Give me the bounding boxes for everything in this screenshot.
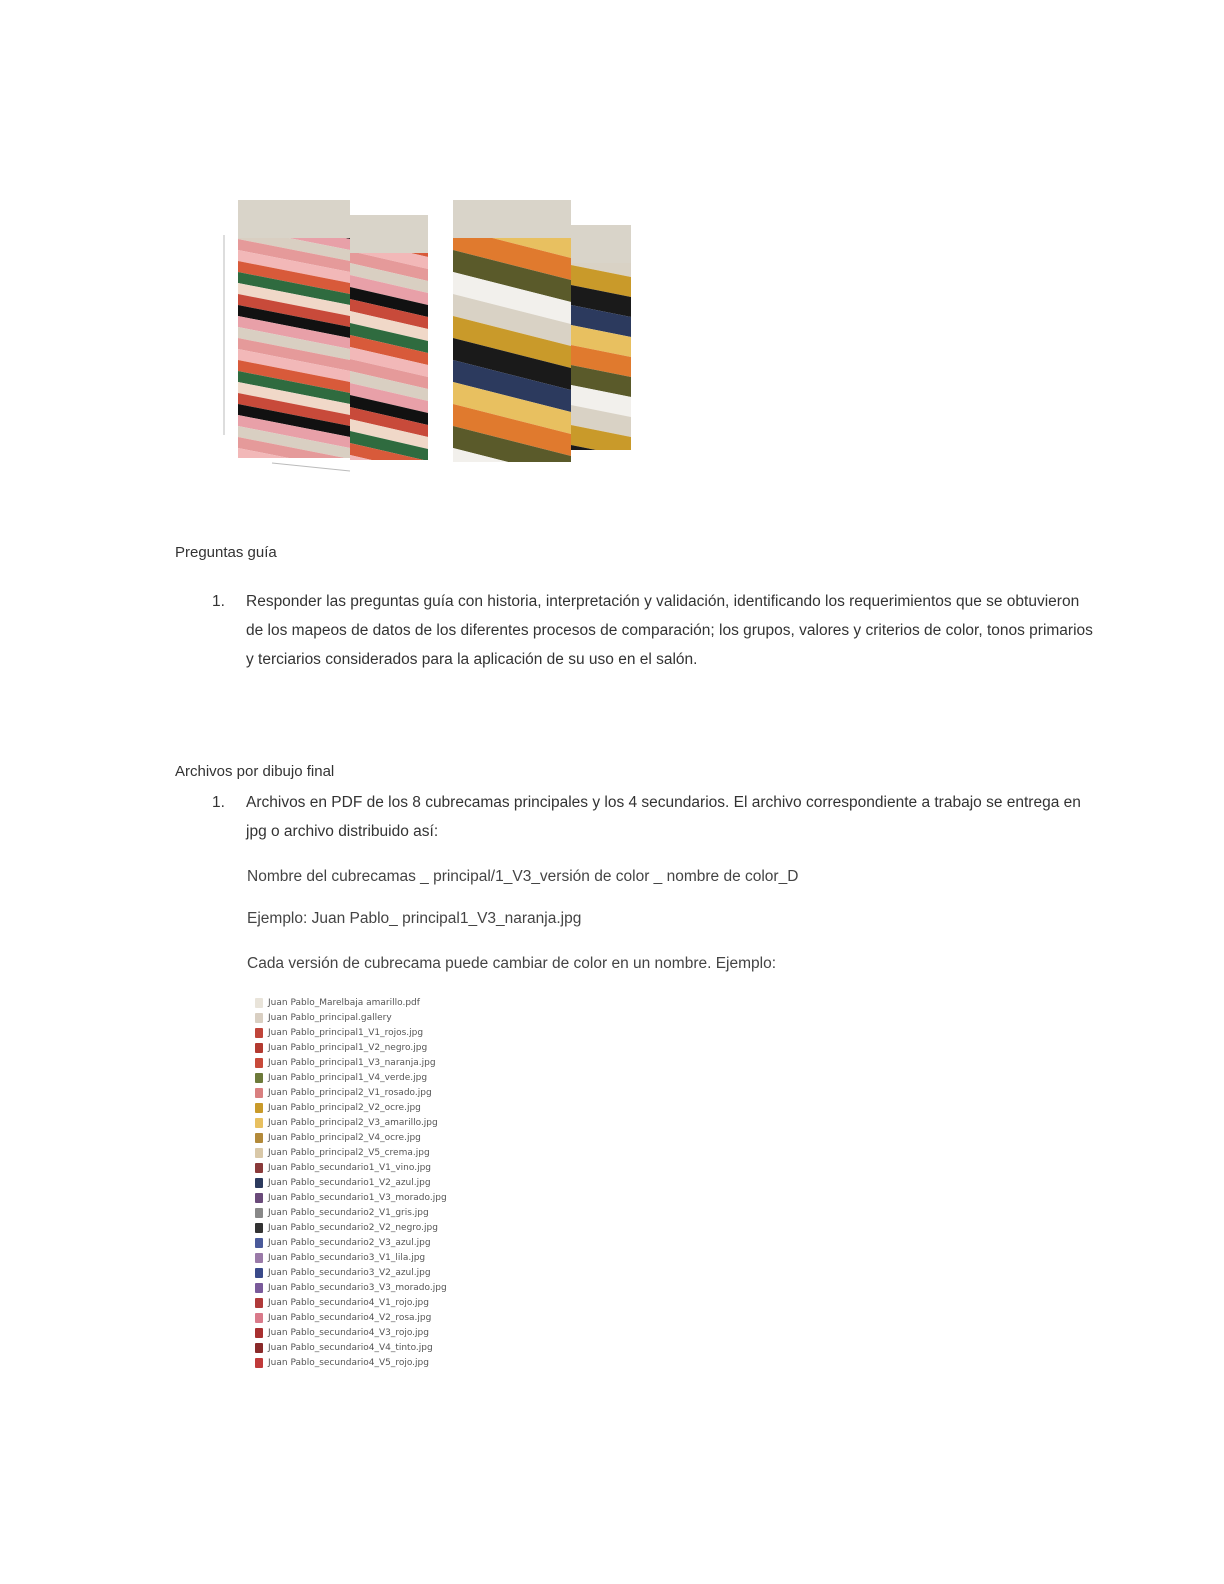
file-icon xyxy=(255,1118,263,1128)
file-icon xyxy=(255,1358,263,1368)
stripe xyxy=(571,465,631,480)
file-name: Juan Pablo_secundario3_V1_lila.jpg xyxy=(268,1252,426,1263)
file-icon xyxy=(255,1148,263,1158)
list-item-text: Responder las preguntas guía con historia, interpretación y validación, identificando los requerimientos que se obtuvieron de los mapeos de datos de los diferentes procesos de comparación; los grupos, valores y criterios de color, tonos primarios y terciarios considerados para la aplicación de su uso en el salón. xyxy=(246,593,1093,668)
file-name: Juan Pablo_secundario4_V1_rojo.jpg xyxy=(268,1297,429,1308)
list-item[interactable] xyxy=(255,1025,540,1040)
list-item[interactable] xyxy=(255,1220,540,1235)
stripe xyxy=(350,195,428,197)
stripe xyxy=(350,195,428,209)
file-icon xyxy=(255,1253,263,1263)
list-item[interactable] xyxy=(255,1265,540,1280)
file-name: Juan Pablo_principal2_V1_rosado.jpg xyxy=(268,1087,432,1098)
file-name: Juan Pablo_principal2_V5_crema.jpg xyxy=(268,1147,430,1158)
bedspread-stripes-illustration xyxy=(200,195,650,480)
bedspread-mockup-figure xyxy=(200,195,650,480)
stripe xyxy=(238,470,350,480)
file-name: Juan Pablo_principal1_V3_naranja.jpg xyxy=(268,1057,436,1068)
naming-format: Nombre del cubrecamas _ principal/1_V3_versión de color _ nombre de color_D xyxy=(247,868,799,885)
archivos-list xyxy=(212,788,1097,846)
list-item[interactable] xyxy=(255,1115,540,1130)
stripe xyxy=(571,195,631,217)
file-icon xyxy=(255,1058,263,1068)
file-icon xyxy=(255,1103,263,1113)
file-icon xyxy=(255,1238,263,1248)
file-name: Juan Pablo_principal1_V4_verde.jpg xyxy=(268,1072,428,1083)
file-icon xyxy=(255,1328,263,1338)
file-name: Juan Pablo_secundario3_V2_azul.jpg xyxy=(268,1267,431,1278)
file-name: Juan Pablo_Marelbaja amarillo.pdf xyxy=(268,997,420,1008)
list-item[interactable] xyxy=(255,1205,540,1220)
stripe xyxy=(453,470,571,480)
preguntas-list xyxy=(212,587,1097,674)
list-item[interactable] xyxy=(255,1280,540,1295)
file-name: Juan Pablo_principal2_V2_ocre.jpg xyxy=(268,1102,421,1113)
header-band xyxy=(350,215,428,253)
list-item xyxy=(212,788,1097,846)
file-name: Juan Pablo_secundario4_V3_rojo.jpg xyxy=(268,1327,429,1338)
list-item[interactable] xyxy=(255,1160,540,1175)
stripe xyxy=(350,479,428,480)
section-heading-preguntas: Preguntas guía xyxy=(175,544,277,561)
list-item[interactable] xyxy=(255,1190,540,1205)
file-icon xyxy=(255,1178,263,1188)
list-item[interactable] xyxy=(255,1100,540,1115)
file-name: Juan Pablo_secundario1_V1_vino.jpg xyxy=(268,1162,431,1173)
list-bullet: 1. xyxy=(212,794,225,811)
file-name: Juan Pablo_secundario3_V3_morado.jpg xyxy=(268,1282,447,1293)
list-item xyxy=(212,587,1097,674)
file-name: Juan Pablo_principal.gallery xyxy=(268,1012,392,1023)
header-band xyxy=(453,200,571,238)
list-item[interactable] xyxy=(255,1145,540,1160)
list-item[interactable] xyxy=(255,1325,540,1340)
file-icon xyxy=(255,1298,263,1308)
list-item[interactable] xyxy=(255,1085,540,1100)
list-item[interactable] xyxy=(255,1340,540,1355)
naming-note: Cada versión de cubrecama puede cambiar de color en un nombre. Ejemplo: xyxy=(247,955,777,972)
list-item[interactable] xyxy=(255,1310,540,1325)
file-icon xyxy=(255,1268,263,1278)
file-icon xyxy=(255,1223,263,1233)
list-bullet: 1. xyxy=(212,593,225,610)
stripe-panel xyxy=(453,195,571,480)
stripe-panel xyxy=(571,195,631,480)
file-icon xyxy=(255,1043,263,1053)
file-name: Juan Pablo_secundario4_V4_tinto.jpg xyxy=(268,1342,433,1353)
file-icon xyxy=(255,1013,263,1023)
file-name: Juan Pablo_principal1_V1_rojos.jpg xyxy=(268,1027,424,1038)
file-name: Juan Pablo_secundario2_V3_azul.jpg xyxy=(268,1237,431,1248)
list-item[interactable] xyxy=(255,1055,540,1070)
list-item[interactable] xyxy=(255,1235,540,1250)
stripe xyxy=(571,195,631,197)
list-item[interactable] xyxy=(255,1040,540,1055)
list-item[interactable] xyxy=(255,995,540,1010)
file-icon xyxy=(255,1313,263,1323)
stripe-panel xyxy=(238,195,350,480)
file-icon xyxy=(255,1163,263,1173)
header-band xyxy=(571,225,631,263)
file-name: Juan Pablo_secundario2_V1_gris.jpg xyxy=(268,1207,429,1218)
header-band xyxy=(238,200,350,238)
file-name: Juan Pablo_secundario4_V5_rojo.jpg xyxy=(268,1357,429,1368)
file-name: Juan Pablo_secundario1_V2_azul.jpg xyxy=(268,1177,431,1188)
file-list xyxy=(255,995,540,1370)
list-item[interactable] xyxy=(255,1355,540,1370)
naming-example: Ejemplo: Juan Pablo_ principal1_V3_naranja.jpg xyxy=(247,910,582,927)
list-item[interactable] xyxy=(255,1070,540,1085)
file-icon xyxy=(255,1343,263,1353)
file-name: Juan Pablo_secundario2_V2_negro.jpg xyxy=(268,1222,438,1233)
file-name: Juan Pablo_secundario1_V3_morado.jpg xyxy=(268,1192,447,1203)
file-icon xyxy=(255,1208,263,1218)
file-icon xyxy=(255,1028,263,1038)
list-item[interactable] xyxy=(255,1175,540,1190)
list-item[interactable] xyxy=(255,1295,540,1310)
file-icon xyxy=(255,998,263,1008)
list-item[interactable] xyxy=(255,1010,540,1025)
file-icon xyxy=(255,1088,263,1098)
file-name: Juan Pablo_principal2_V3_amarillo.jpg xyxy=(268,1117,438,1128)
list-item-text: Archivos en PDF de los 8 cubrecamas principales y los 4 secundarios. El archivo correspondiente a trabajo se entrega en jpg o archivo distribuido así: xyxy=(246,794,1081,840)
dimension-line xyxy=(272,463,350,471)
section-heading-archivos: Archivos por dibujo final xyxy=(175,763,335,780)
file-icon xyxy=(255,1133,263,1143)
stripe xyxy=(350,467,428,480)
file-name: Juan Pablo_principal1_V2_negro.jpg xyxy=(268,1042,428,1053)
list-item[interactable] xyxy=(255,1130,540,1145)
file-icon xyxy=(255,1283,263,1293)
file-icon xyxy=(255,1073,263,1083)
stripe-panel xyxy=(350,195,428,480)
file-name: Juan Pablo_principal2_V4_ocre.jpg xyxy=(268,1132,421,1143)
list-item[interactable] xyxy=(255,1250,540,1265)
file-icon xyxy=(255,1193,263,1203)
file-name: Juan Pablo_secundario4_V2_rosa.jpg xyxy=(268,1312,432,1323)
